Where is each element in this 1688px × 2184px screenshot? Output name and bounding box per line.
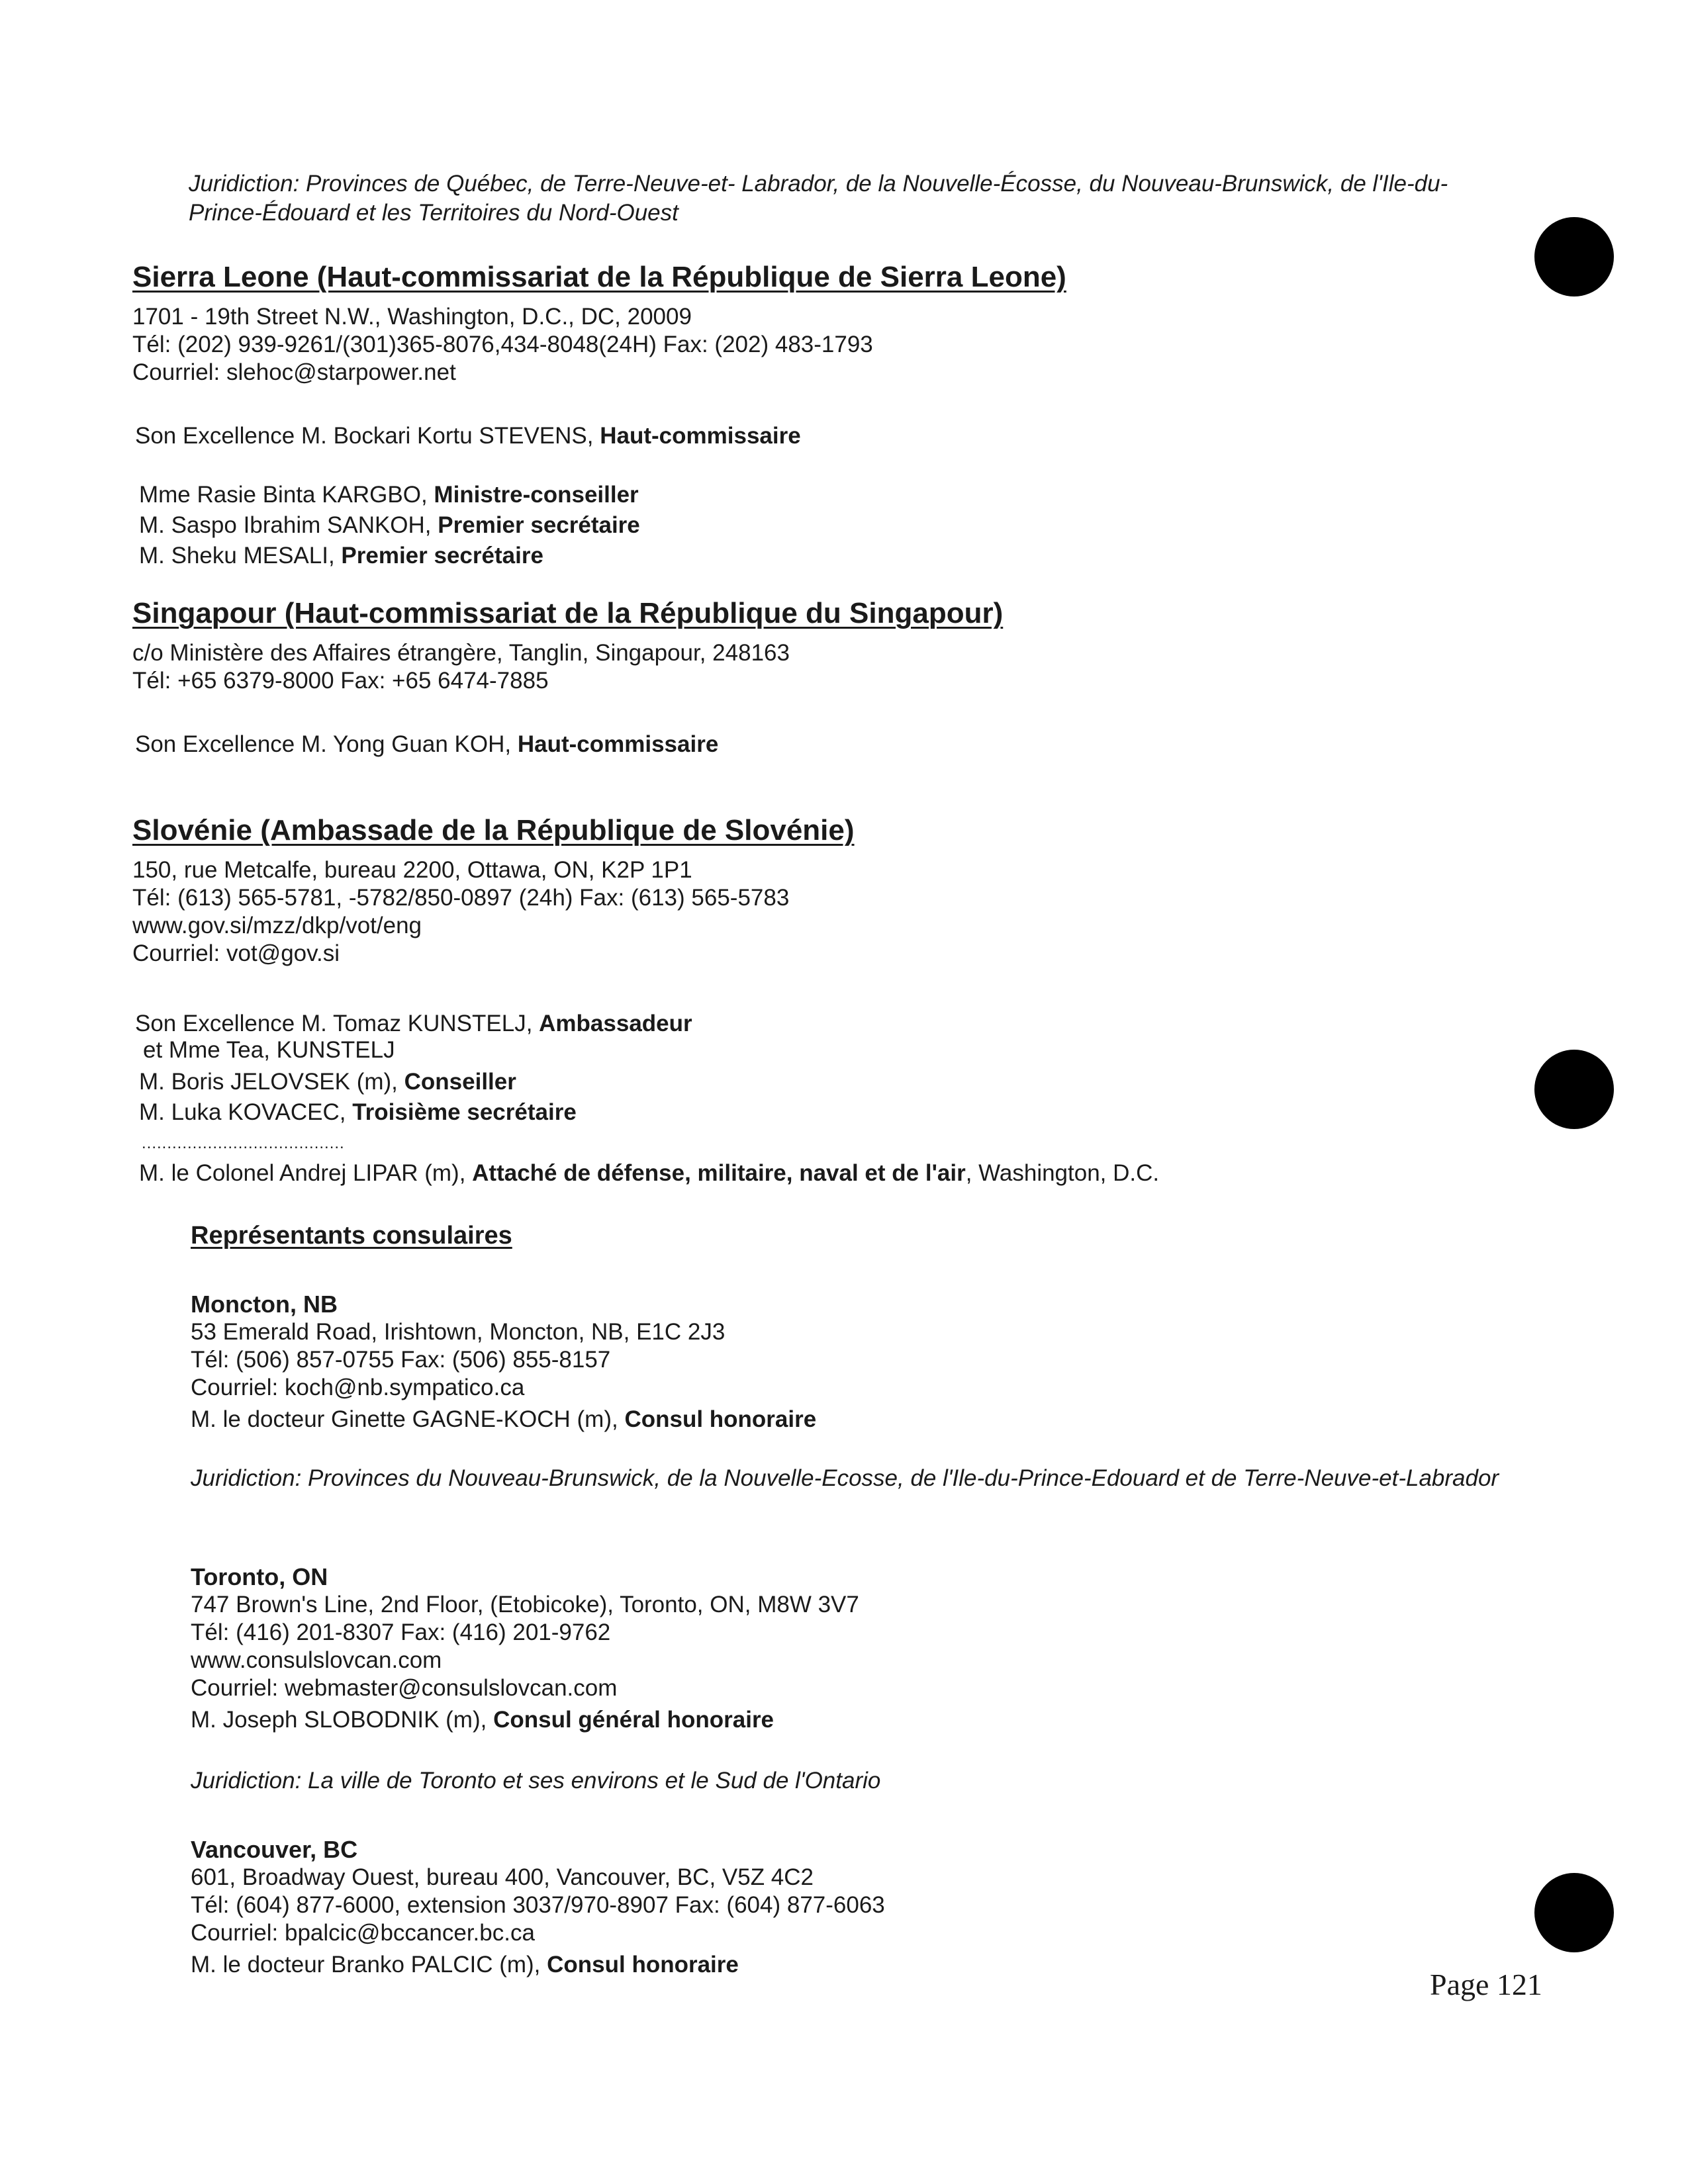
person-name: M. Sheku MESALI, (139, 543, 342, 569)
consulate-website: www.consulslovcan.com (191, 1647, 442, 1673)
intro-jurisdiction: Juridiction: Provinces de Québec, de Terre-Neuve-et- Labrador, de la Nouvelle-Écosse, du Nouveau-Brunswick, de l'Ile-du-Prince-Édouard et les Territoires du Nord-Ouest (189, 171, 1448, 226)
slovenia-attache (139, 1160, 1159, 1187)
sierra-leone-email: Courriel: slehoc@starpower.net (132, 359, 456, 385)
punch-hole-bottom (1534, 1873, 1614, 1952)
sierra-leone-staff-2 (139, 542, 543, 570)
sierra-leone-heading: Sierra Leone (Haut-commissariat de la République de Sierra Leone) (132, 261, 1066, 293)
person-name: M. Joseph SLOBODNIK (m), (191, 1707, 494, 1733)
consulate-person (191, 1706, 774, 1734)
consulate-phone: Tél: (604) 877-6000, extension 3037/970-8907 Fax: (604) 877-6063 (191, 1892, 885, 1918)
person-name: Son Excellence M. Yong Guan KOH, (135, 731, 518, 757)
person-name: M. le Colonel Andrej LIPAR (m), (139, 1160, 473, 1186)
sierra-leone-phone: Tél: (202) 939-9261/(301)365-8076,434-8048(24H) Fax: (202) 483-1793 (132, 332, 873, 357)
slovenia-staff-0 (139, 1068, 516, 1096)
person-title: Premier secrétaire (341, 543, 543, 569)
singapore-address: c/o Ministère des Affaires étrangère, Tanglin, Singapour, 248163 (132, 640, 790, 666)
consulate-email: Courriel: koch@nb.sympatico.ca (191, 1375, 525, 1400)
consulate-email: Courriel: webmaster@consulslovcan.com (191, 1675, 618, 1701)
person-title: Consul général honoraire (493, 1707, 774, 1733)
punch-hole-top (1534, 217, 1614, 296)
sierra-leone-staff-1 (139, 512, 640, 539)
person-name: M. Saspo Ibrahim SANKOH, (139, 512, 438, 538)
person-title: Ministre-conseiller (434, 482, 639, 508)
consulate-jurisdiction: Juridiction: La ville de Toronto et ses environs et le Sud de l'Ontario (191, 1768, 881, 1794)
slovenia-head (135, 1010, 692, 1038)
slovenia-staff-1 (139, 1099, 577, 1126)
consular-heading: Représentants consulaires (191, 1222, 512, 1250)
consulate-address: 747 Brown's Line, 2nd Floor, (Etobicoke), Toronto, ON, M8W 3V7 (191, 1592, 859, 1617)
person-title: Haut-commissaire (517, 731, 719, 757)
consulate-phone: Tél: (506) 857-0755 Fax: (506) 855-8157 (191, 1347, 611, 1373)
consulate-jurisdiction: Juridiction: Provinces du Nouveau-Brunswick, de la Nouvelle-Ecosse, de l'Ile-du-Prince-Edouard et de Terre-Neuve-et-Labrador (191, 1465, 1499, 1491)
sierra-leone-staff-0 (139, 481, 639, 509)
consulate-email: Courriel: bpalcic@bccancer.bc.ca (191, 1920, 535, 1946)
slovenia-address: 150, rue Metcalfe, bureau 2200, Ottawa, ON, K2P 1P1 (132, 857, 692, 883)
consulate-person (191, 1951, 739, 1979)
person-title: Consul honoraire (624, 1406, 817, 1432)
attache-location: , Washington, D.C. (965, 1160, 1160, 1186)
singapore-head (135, 731, 718, 758)
singapore-heading: Singapour (Haut-commissariat de la République du Singapour) (132, 597, 1004, 629)
consulate-address: 53 Emerald Road, Irishtown, Moncton, NB, E1C 2J3 (191, 1319, 726, 1345)
person-title: Premier secrétaire (438, 512, 640, 538)
person-name: Mme Rasie Binta KARGBO, (139, 482, 434, 508)
person-title: Consul honoraire (547, 1952, 739, 1978)
person-name: M. le docteur Ginette GAGNE-KOCH (m), (191, 1406, 625, 1432)
person-name: M. Luka KOVACEC, (139, 1099, 353, 1125)
person-title: Ambassadeur (539, 1011, 692, 1036)
page-number: Page 121 (1430, 1968, 1542, 2001)
consulate-city-moncton: Moncton, NB (191, 1291, 338, 1318)
sierra-leone-address: 1701 - 19th Street N.W., Washington, D.C., DC, 20009 (132, 304, 692, 330)
person-name: Son Excellence M. Tomaz KUNSTELJ, (135, 1011, 539, 1036)
slovenia-website: www.gov.si/mzz/dkp/vot/eng (132, 913, 422, 938)
singapore-phone: Tél: +65 6379-8000 Fax: +65 6474-7885 (132, 668, 549, 694)
slovenia-heading: Slovénie (Ambassade de la République de Slovénie) (132, 814, 855, 846)
punch-hole-middle (1534, 1050, 1614, 1129)
person-name: M. Boris JELOVSEK (m), (139, 1069, 404, 1095)
person-title: Troisième secrétaire (352, 1099, 577, 1125)
consulate-address: 601, Broadway Ouest, bureau 400, Vancouver, BC, V5Z 4C2 (191, 1864, 814, 1890)
consulate-city-vancouver: Vancouver, BC (191, 1836, 358, 1863)
person-title: Attaché de défense, militaire, naval et de l'air (472, 1160, 966, 1186)
consulate-phone: Tél: (416) 201-8307 Fax: (416) 201-9762 (191, 1619, 611, 1645)
person-title: Conseiller (404, 1069, 516, 1095)
dotted-separator: ........................................ (142, 1134, 345, 1152)
consulate-person (191, 1406, 816, 1433)
slovenia-email: Courriel: vot@gov.si (132, 940, 340, 966)
person-name: Son Excellence M. Bockari Kortu STEVENS, (135, 423, 600, 449)
consulate-city-toronto: Toronto, ON (191, 1563, 328, 1590)
person-title: Haut-commissaire (600, 423, 801, 449)
slovenia-spouse: et Mme Tea, KUNSTELJ (143, 1037, 395, 1063)
person-name: M. le docteur Branko PALCIC (m), (191, 1952, 547, 1978)
sierra-leone-head (135, 422, 801, 450)
slovenia-phone: Tél: (613) 565-5781, -5782/850-0897 (24h) Fax: (613) 565-5783 (132, 885, 790, 911)
